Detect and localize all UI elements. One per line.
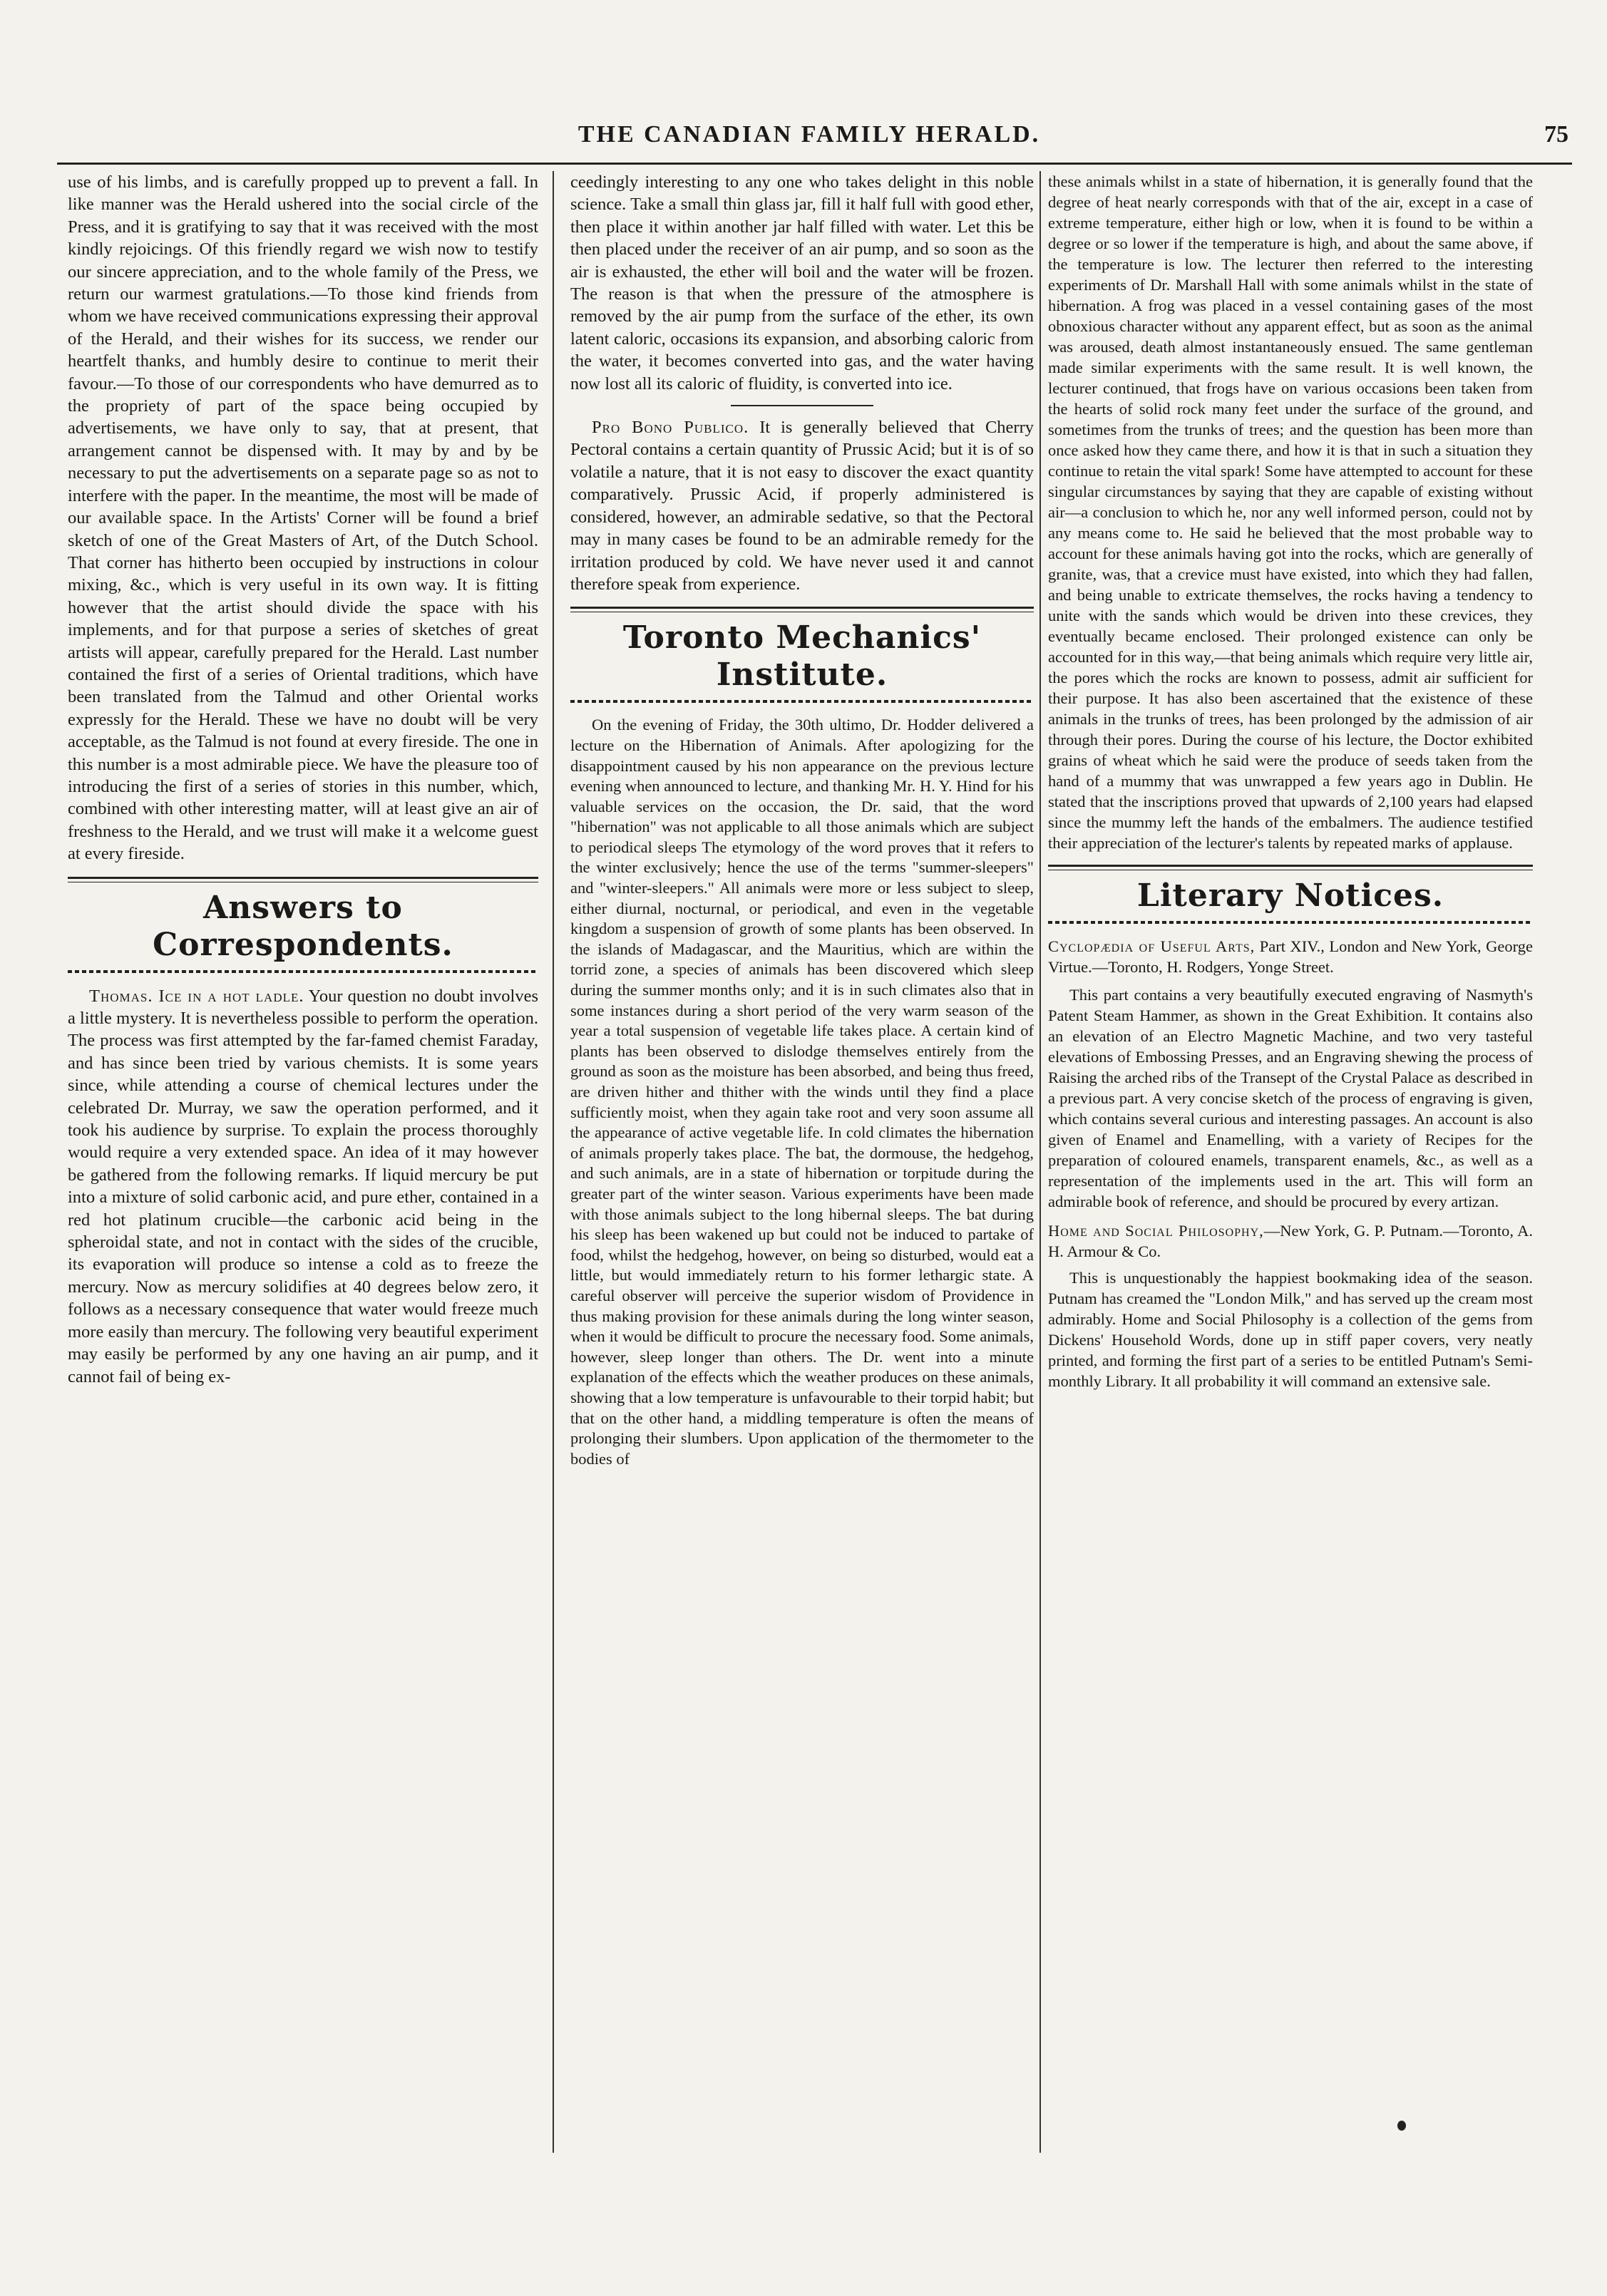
section-rule (68, 877, 538, 882)
column-divider (553, 171, 554, 2153)
notice-title (1048, 1220, 1533, 1262)
notice-body: This is unquestionably the happiest bookmaking idea of the season. Putnam has creamed the "London Milk," and has served up the cream most admirably. Home and Social Philosophy is a collection of the gems from Dickens' Household Words, done up in stiff paper covers, very neatly printed, and forming the first part of a series to be entitled Putnam's Semi-monthly Library. It all probability it will command an extensive sale. (1048, 1269, 1533, 1390)
answer-paragraph (68, 985, 538, 1388)
masthead-title: THE CANADIAN FAMILY HERALD. (577, 121, 1041, 148)
section-rule (1048, 865, 1533, 870)
notice-title (1048, 936, 1533, 977)
column-divider (1039, 171, 1041, 2153)
institute-paragraph: On the evening of Friday, the 30th ultimo, Dr. Hodder delivered a lecture on the Hibernation of Animals. After apologizing for the disappointment caused by his non appearance on the previous lecture evening when announced to lecture, and thanking Mr. H. Y. Hind for his valuable services on the occasion, the Dr. said, that the word "hibernation" was not applicable to all those animals which are subject to periodical sleeps The etymology of the word proves that it refers to the winter exclusively; hence the use of the terms "summer-sleepers" and "winter-sleepers." All animals were more or less subject to sleep, either diurnal, nocturnal, or periodical, and even in the vegetable kingdom a suspension of growth of some plants has been observed. In the islands of Madagascar, and the Mauritius, which are within the torrid zone, a species of animals has been discovered which sleep during the summer months only; and it is in such climates also that in some instances during a short period of the very warm season of the year a total suspension of vegetable life takes place. A certain kind of plants has been observed to dislodge themselves entirely from the ground as soon as the moisture has been absorbed, and being thus freed, are driven hither and thither with the winds until they find a place sufficiently moist, when they again take root and very soon assume all the appearance of active vegetable life. In cold climates the hibernation of animals properly takes place. The bat, the dormouse, the hedgehog, and such animals, are in a state of hibernation or torpitude during the greater part of the winter season. Various experiments have been made with those animals subject to the long hibernal sleeps. The bat during his sleep has been wakened up but could not be induced to partake of food, whilst the hedgehog, however, on being so disturbed, would eat a little, but would immediately return to his former lethargic state. A careful observer will perceive the superior wisdom of Providence in thus making provision for these animals during the long winter season, when it would be difficult to procure the necessary food. Some animals, however, sleep longer than others. The Dr. went into a minute explanation of the effects which the weather produces on these animals, showing that a low temperature is unfavourable to their torpid habit; but that on the other hand, a middling temperature is often the means of prolonging their slumbers. Upon application of the thermometer to the bodies of (570, 716, 1034, 1468)
printer-mark (1397, 2121, 1406, 2131)
notice-body: This part contains a very beautifully executed engraving of Nasmyth's Patent Steam Hammer, as shown in the Great Exhibition. It contains also an elevation of an Electro Magnetic Machine, and two very tasteful elevations of Embossing Presses, and an Engraving shewing the process of Raising the arched ribs of the Transept of the Crystal Palace as described in a previous part. A very concise sketch of the process of engraving is given, which contains several curious and interesting passages. An account is also given of Enamel and Enamelling, with a variety of Recipes for the preparation of coloured enamels, transparent enamels, &c., as well as a representation of the implements used in the art. This will form an admirable book of reference, and should be procured by every artizan. (1048, 986, 1533, 1210)
ornamental-rule (570, 700, 1034, 703)
notice-title-lead: Cyclopædia of Useful Arts, (1048, 937, 1256, 955)
ornamental-rule (1048, 921, 1533, 924)
answer-lead: Thomas. Ice in a hot ladle. (89, 986, 304, 1006)
notice-title-lead: Home and Social Philosophy, (1048, 1222, 1264, 1240)
lecture-continuation: these animals whilst in a state of hibernation, it is generally found that the degree of heat nearly corresponds with that of the air, except in a case of extreme temperature, either high or low, when it is found to be within a degree or so lower if the temperature is high, and about the same above, if the temperature is low. The lecturer then referred to the interesting experiments of Dr. Marshall Hall with some animals whilst in the state of hibernation. A frog was placed in a vessel containing gases of the most obnoxious character without any apparent effect, but as soon as the animal was aroused, death almost instantaneously ensued. The same gentleman made similar experiments with the same result. It is well known, the lecturer continued, that frogs have on various occasions been taken from the hearts of solid rock many feet under the surface of the ground, and sometimes from the trunks of trees; and the question has been more than once asked how they came there, and how it is that in such a situation they continue to retain the vital spark! Some have attempted to account for these singular circumstances by saying that they are capable of existing without air—a conclusion to which he, nor any well informed person, could not by any means come to. He said he believed that the most probable way to account for these animals having got into the rocks, which are generally of granite, was, that a crevice must have existed, into which they had fallen, and being unable to extricate themselves, the rocks having a tendency to unite with the sands which would be driven into these crevices, they eventually became enclosed. Their prolonged existence can only be accounted for in this way,—that being animals which require very little air, the pores which the rocks are known to possess, admit air sufficient for their purpose. It has also been ascertained that the existence of these animals in the trunks of trees, has been prolonged by the admission of air through their pores. During the course of his lecture, the Doctor exhibited grains of wheat which he said were the produce of seeds taken from the hand of a mummy that was unwrapped a few years ago in Dublin. He stated that the inscriptions proved that upwards of 2,100 years had elapsed since the mummy left the hands of the embalmers. The audience testified their appreciation of the lecturer's talents by repeated marks of applause. (1048, 173, 1533, 852)
pro-bono-lead: Pro Bono Publico. (592, 418, 749, 438)
section-rule (570, 607, 1034, 612)
notice-source: Part XIV., London and New York, George Virtue.—Toronto, H. Rodgers, Yonge Street. (1048, 937, 1533, 976)
column-right (1048, 171, 1533, 1391)
pro-bono-paragraph (570, 416, 1034, 595)
page-number: 75 (1544, 121, 1569, 148)
literary-heading: Literary Notices. (1136, 877, 1444, 914)
answer-body: Your question no doubt involves a little mystery. It is nevertheless possible to perform the operation. The process was first attempted by the far-famed chemist Faraday, and has since been tried by various chemists. It is some years since, while attending a course of chemical lectures under the celebrated Dr. Murray, we saw the operation performed, and it took his audience by surprise. To explain the process thoroughly would require a very extended space. An idea of it may however be gathered from the following remarks. If liquid mercury be put into a mixture of solid carbonic acid, and pure ether, contained in a red hot platinum crucible—the carbonic acid being in the spheroidal state, and not in contact with the sides of the crucible, its evaporation will produce so intense a cold as to freeze the mercury. Now as mercury solidifies at 40 degrees below zero, it follows as a necessary consequence that water would freeze much more easily than mercury. The following very beautiful experiment may easily be performed by any one having an air pump, and it cannot fail of being ex- (68, 986, 539, 1386)
editorial-paragraph: use of his limbs, and is carefully propped up to prevent a fall. In like manner was the Herald ushered into the social circle of the Press, and it is gratifying to say that it was received with the most kindly rejoicings. Of this friendly regard we wish now to testify our sincere appreciation, and to the whole family of the Press, we return our warmest gratulations.—To those kind friends from whom we have received communications expressing their approval of the Herald, and their wishes for its success, we render our heartfelt thanks, and humbly desire to continue to merit their favour.—To those of our correspondents who have demurred as to the propriety of part of the space being occupied by advertisements, we have only to say, that at present, that arrangement cannot be dispensed with. It may by and by be necessary to put the advertisements on a separate page so as not to interfere with the paper. In the meantime, the most will be made of our available space. In the Artists' Corner will be found a brief sketch of one of the Great Masters of Art, of the Dutch School. That corner has hitherto been occupied by instructions in colour mixing, &c., which is very useful in its own way. It is fitting however that the artist should divide the space with his implements, and for that purpose a series of sketches of great artists will appear, carefully prepared for the Herald. Last number contained the first of a series of Oriental traditions, which have been translated from the Talmud and other Oriental works expressly for the Herald. These we have no doubt will be very acceptable, as the Talmud is not found at every fireside. The one in this number is a most admirable piece. We have the pleasure too of introducing the first of a series of stories in this number, which, combined with other interesting matter, will at least give an air of freshness to the Herald, and we trust will make it a welcome guest at every fireside. (68, 173, 538, 864)
short-rule (731, 405, 873, 406)
header-rule (57, 163, 1572, 165)
answer-continuation: ceedingly interesting to any one who takes delight in this noble science. Take a small thin glass jar, fill it half full with good ether, then place it within another jar half filled with water. Let this be then placed under the receiver of an air pump, and so soon as the air is exhausted, the ether will boil and the water will be frozen. The reason is that when the pressure of the atmosphere is removed by the air pump from the surface of the ether, its own latent caloric, occasions its expansion, and absorbing caloric from the water, it becomes converted into gas, and the water having now lost all its caloric of fluidity, is converted into ice. (570, 173, 1034, 393)
ornamental-rule (68, 970, 538, 973)
column-left (68, 171, 538, 1388)
notice-source: —New York, G. P. Putnam.—Toronto, A. H. Armour & Co. (1048, 1222, 1533, 1260)
institute-heading: Toronto Mechanics' Institute. (622, 619, 982, 694)
column-middle (570, 171, 1034, 1469)
page-header (43, 121, 1576, 164)
answers-heading: Answers to Correspondents. (153, 889, 453, 963)
pro-bono-body: It is generally believed that Cherry Pectoral contains a certain quantity of Prussic Acid; but it is of so volatile a nature, that it is not easy to discover the exact quantity comparatively. Prussic Acid, if properly administered is considered, however, an admirable sedative, so that the Pectoral may in many cases be found to be an admirable remedy for the irritation produced by cold. We have never used it and cannot therefore speak from experience. (570, 418, 1034, 594)
